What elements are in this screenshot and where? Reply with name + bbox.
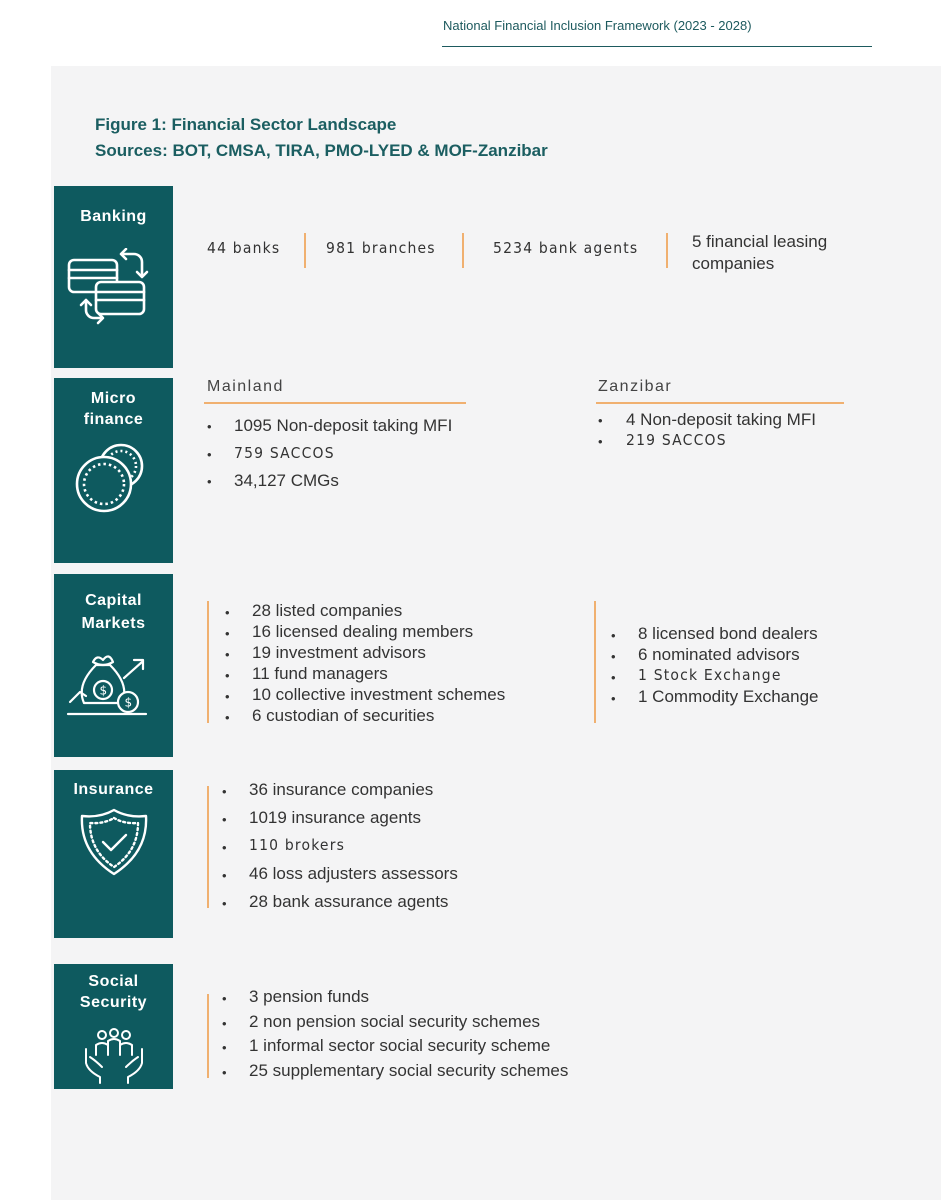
- social-security-label-line1: Social: [88, 973, 139, 990]
- banking-divider-2: [462, 233, 464, 268]
- social-security-tile: [54, 964, 173, 1089]
- bullet: •: [225, 710, 230, 725]
- capital-markets-label-line1: Capital: [85, 592, 142, 609]
- banking-banks: 44 banks: [207, 239, 281, 257]
- bullet: •: [222, 868, 227, 883]
- capital-right-item: 6 nominated advisors: [638, 645, 800, 664]
- bullet: •: [222, 896, 227, 911]
- zanzibar-underline: [596, 402, 844, 404]
- capital-right-item: 1 Commodity Exchange: [638, 687, 819, 706]
- document-header: National Financial Inclusion Framework (2023 - 2028): [443, 18, 752, 33]
- mainland-item: 34,127 CMGs: [234, 471, 339, 490]
- insurance-label: Insurance: [73, 781, 154, 798]
- capital-markets-label-line2: Markets: [81, 615, 146, 632]
- bullet: •: [222, 1016, 227, 1031]
- banking-leasing-line2: companies: [692, 254, 775, 273]
- social-security-label-line2: Security: [79, 994, 148, 1011]
- bullet: •: [611, 670, 616, 685]
- svg-text:$: $: [99, 683, 108, 698]
- bullet: •: [222, 840, 227, 855]
- bullet: •: [225, 668, 230, 683]
- microfinance-tile: [54, 378, 173, 563]
- social-security-item: 1 informal sector social security scheme: [249, 1036, 551, 1055]
- social-security-item: 3 pension funds: [249, 987, 370, 1006]
- social-security-divider: [207, 994, 209, 1078]
- coins-icon: [68, 440, 158, 520]
- bullet: •: [611, 691, 616, 706]
- insurance-divider: [207, 786, 209, 908]
- people-in-hands-icon: [82, 1027, 146, 1085]
- insurance-item: 28 bank assurance agents: [249, 892, 449, 911]
- shield-check-icon: [76, 806, 152, 878]
- zanzibar-item: 4 Non-deposit taking MFI: [626, 410, 816, 429]
- bullet: •: [598, 413, 603, 428]
- figure-sources: Sources: BOT, CMSA, TIRA, PMO-LYED & MOF-Zanzibar: [95, 141, 548, 160]
- bullet: •: [225, 647, 230, 662]
- microfinance-label-line2: finance: [83, 411, 144, 428]
- capital-markets-tile: [54, 574, 173, 757]
- social-security-item: 2 non pension social security schemes: [249, 1012, 541, 1031]
- zanzibar-item: 219 SACCOS: [626, 431, 727, 449]
- bullet: •: [207, 419, 212, 434]
- capital-right-item: 1 Stock Exchange: [638, 666, 782, 684]
- insurance-item: 110 brokers: [249, 836, 346, 854]
- insurance-tile: [54, 770, 173, 938]
- zanzibar-title: Zanzibar: [598, 378, 673, 395]
- bullet: •: [225, 605, 230, 620]
- social-security-item: 25 supplementary social security schemes: [249, 1061, 569, 1080]
- capital-left-item: 16 licensed dealing members: [252, 622, 474, 641]
- bullet: •: [222, 812, 227, 827]
- bullet: •: [611, 628, 616, 643]
- bullet: •: [222, 1065, 227, 1080]
- capital-left-item: 28 listed companies: [252, 601, 403, 620]
- microfinance-label-line1: Micro: [90, 390, 137, 407]
- mainland-title: Mainland: [207, 378, 284, 395]
- bullet: •: [222, 784, 227, 799]
- cards-exchange-icon: [64, 248, 164, 328]
- capital-right-item: 8 licensed bond dealers: [638, 624, 818, 643]
- bullet: •: [225, 689, 230, 704]
- bullet: •: [598, 434, 603, 449]
- bullet: •: [611, 649, 616, 664]
- capital-right-divider: [594, 601, 596, 723]
- banking-agents: 5234 bank agents: [493, 239, 639, 257]
- capital-left-item: 10 collective investment schemes: [252, 685, 506, 704]
- banking-branches: 981 branches: [326, 239, 436, 257]
- mainland-item: 1095 Non-deposit taking MFI: [234, 416, 453, 435]
- bullet: •: [222, 1040, 227, 1055]
- capital-left-divider: [207, 601, 209, 723]
- insurance-item: 36 insurance companies: [249, 780, 434, 799]
- bullet: •: [222, 991, 227, 1006]
- bullet: •: [225, 626, 230, 641]
- capital-left-item: 11 fund managers: [252, 664, 388, 683]
- insurance-item: 46 loss adjusters assessors: [249, 864, 458, 883]
- bullet: •: [207, 474, 212, 489]
- banking-tile: [54, 186, 173, 368]
- banking-leasing-line1: 5 financial leasing: [692, 232, 828, 251]
- mainland-underline: [204, 402, 466, 404]
- insurance-item: 1019 insurance agents: [249, 808, 422, 827]
- banking-divider-1: [304, 233, 306, 268]
- money-bag-growth-icon: [66, 650, 162, 720]
- banking-label: Banking: [80, 208, 147, 225]
- figure-title: Figure 1: Financial Sector Landscape: [95, 115, 397, 134]
- svg-text:$: $: [124, 695, 133, 710]
- bullet: •: [207, 447, 212, 462]
- header-rule: [442, 46, 872, 47]
- capital-left-item: 6 custodian of securities: [252, 706, 435, 725]
- mainland-item: 759 SACCOS: [234, 444, 335, 462]
- capital-left-item: 19 investment advisors: [252, 643, 426, 662]
- banking-divider-3: [666, 233, 668, 268]
